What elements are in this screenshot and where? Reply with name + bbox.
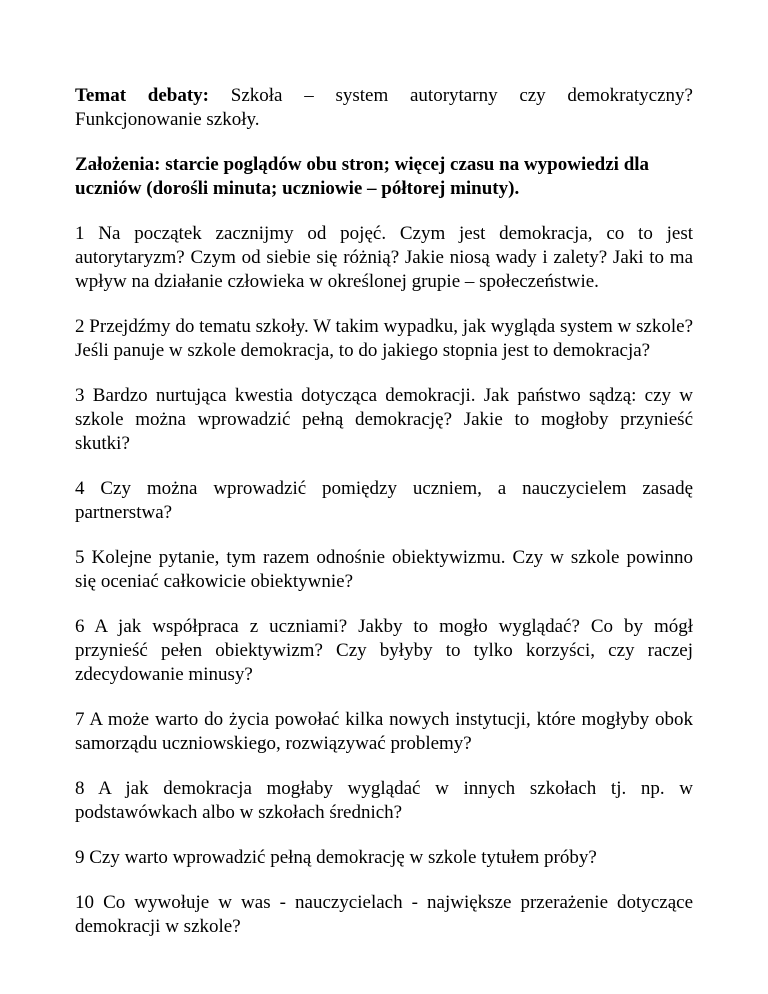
question-text: A jak współpraca z uczniami? Jakby to mogło wyglądać? Co by mógł przynieść pełen obiektywizm? Czy byłyby to tylko korzyści, czy raczej zdecydowanie minusy? [75, 616, 693, 685]
question-text: Kolejne pytanie, tym razem odnośnie obiektywizmu. Czy w szkole powinno się oceniać całkowicie obiektywnie? [75, 547, 693, 592]
question-text: A może warto do życia powołać kilka nowych instytucji, które mogłyby obok samorządu uczniowskiego, rozwiązywać problemy? [75, 709, 693, 754]
question-number: 5 [75, 547, 85, 568]
question-text: Czy można wprowadzić pomiędzy uczniem, a nauczycielem zasadę partnerstwa? [75, 478, 693, 523]
debate-topic-label: Temat debaty: [75, 85, 209, 106]
question-2 [75, 315, 693, 363]
question-text: Czy warto wprowadzić pełną demokrację w szkole tytułem próby? [89, 847, 597, 868]
question-text: Co wywołuje w was - nauczycielach - największe przerażenie dotyczące demokracji w szkole? [75, 892, 693, 937]
question-number: 3 [75, 385, 85, 406]
question-7 [75, 708, 693, 756]
question-5 [75, 546, 693, 594]
question-8 [75, 777, 693, 825]
assumptions: Założenia: starcie poglądów obu stron; więcej czasu na wypowiedzi dla uczniów (dorośli minuta; uczniowie – półtorej minuty). [75, 154, 650, 199]
question-text: Przejdźmy do tematu szkoły. W takim wypadku, jak wygląda system w szkole? Jeśli panuje w szkole demokracja, to do jakiego stopnia jest to demokracja? [75, 316, 694, 361]
question-3 [75, 384, 693, 456]
question-text: A jak demokracja mogłaby wyglądać w innych szkołach tj. np. w podstawówkach albo w szkołach średnich? [75, 778, 693, 823]
question-number: 2 [75, 316, 85, 337]
question-9 [75, 846, 693, 870]
question-number: 4 [75, 478, 85, 499]
debate-topic [75, 84, 693, 132]
debate-topic-text: Szkoła – system autorytarny czy demokratyczny? Funkcjonowanie szkoły. [75, 85, 693, 130]
question-number: 7 [75, 709, 85, 730]
question-text: Bardzo nurtująca kwestia dotycząca demokracji. Jak państwo sądzą: czy w szkole można wprowadzić pełną demokrację? Jakie to mogłoby przynieść skutki? [75, 385, 694, 454]
question-number: 9 [75, 847, 85, 868]
question-number: 1 [75, 223, 85, 244]
question-text: Na początek zacznijmy od pojęć. Czym jest demokracja, co to jest autorytaryzm? Czym od siebie się różnią? Jakie niosą wady i zalety? Jaki to ma wpływ na działanie człowieka w określonej grupie – społeczeństwie. [75, 223, 694, 292]
question-4 [75, 477, 693, 525]
question-number: 10 [75, 892, 94, 913]
question-6 [75, 615, 693, 687]
question-number: 6 [75, 616, 85, 637]
question-10 [75, 891, 693, 939]
question-number: 8 [75, 778, 85, 799]
question-1 [75, 222, 693, 294]
